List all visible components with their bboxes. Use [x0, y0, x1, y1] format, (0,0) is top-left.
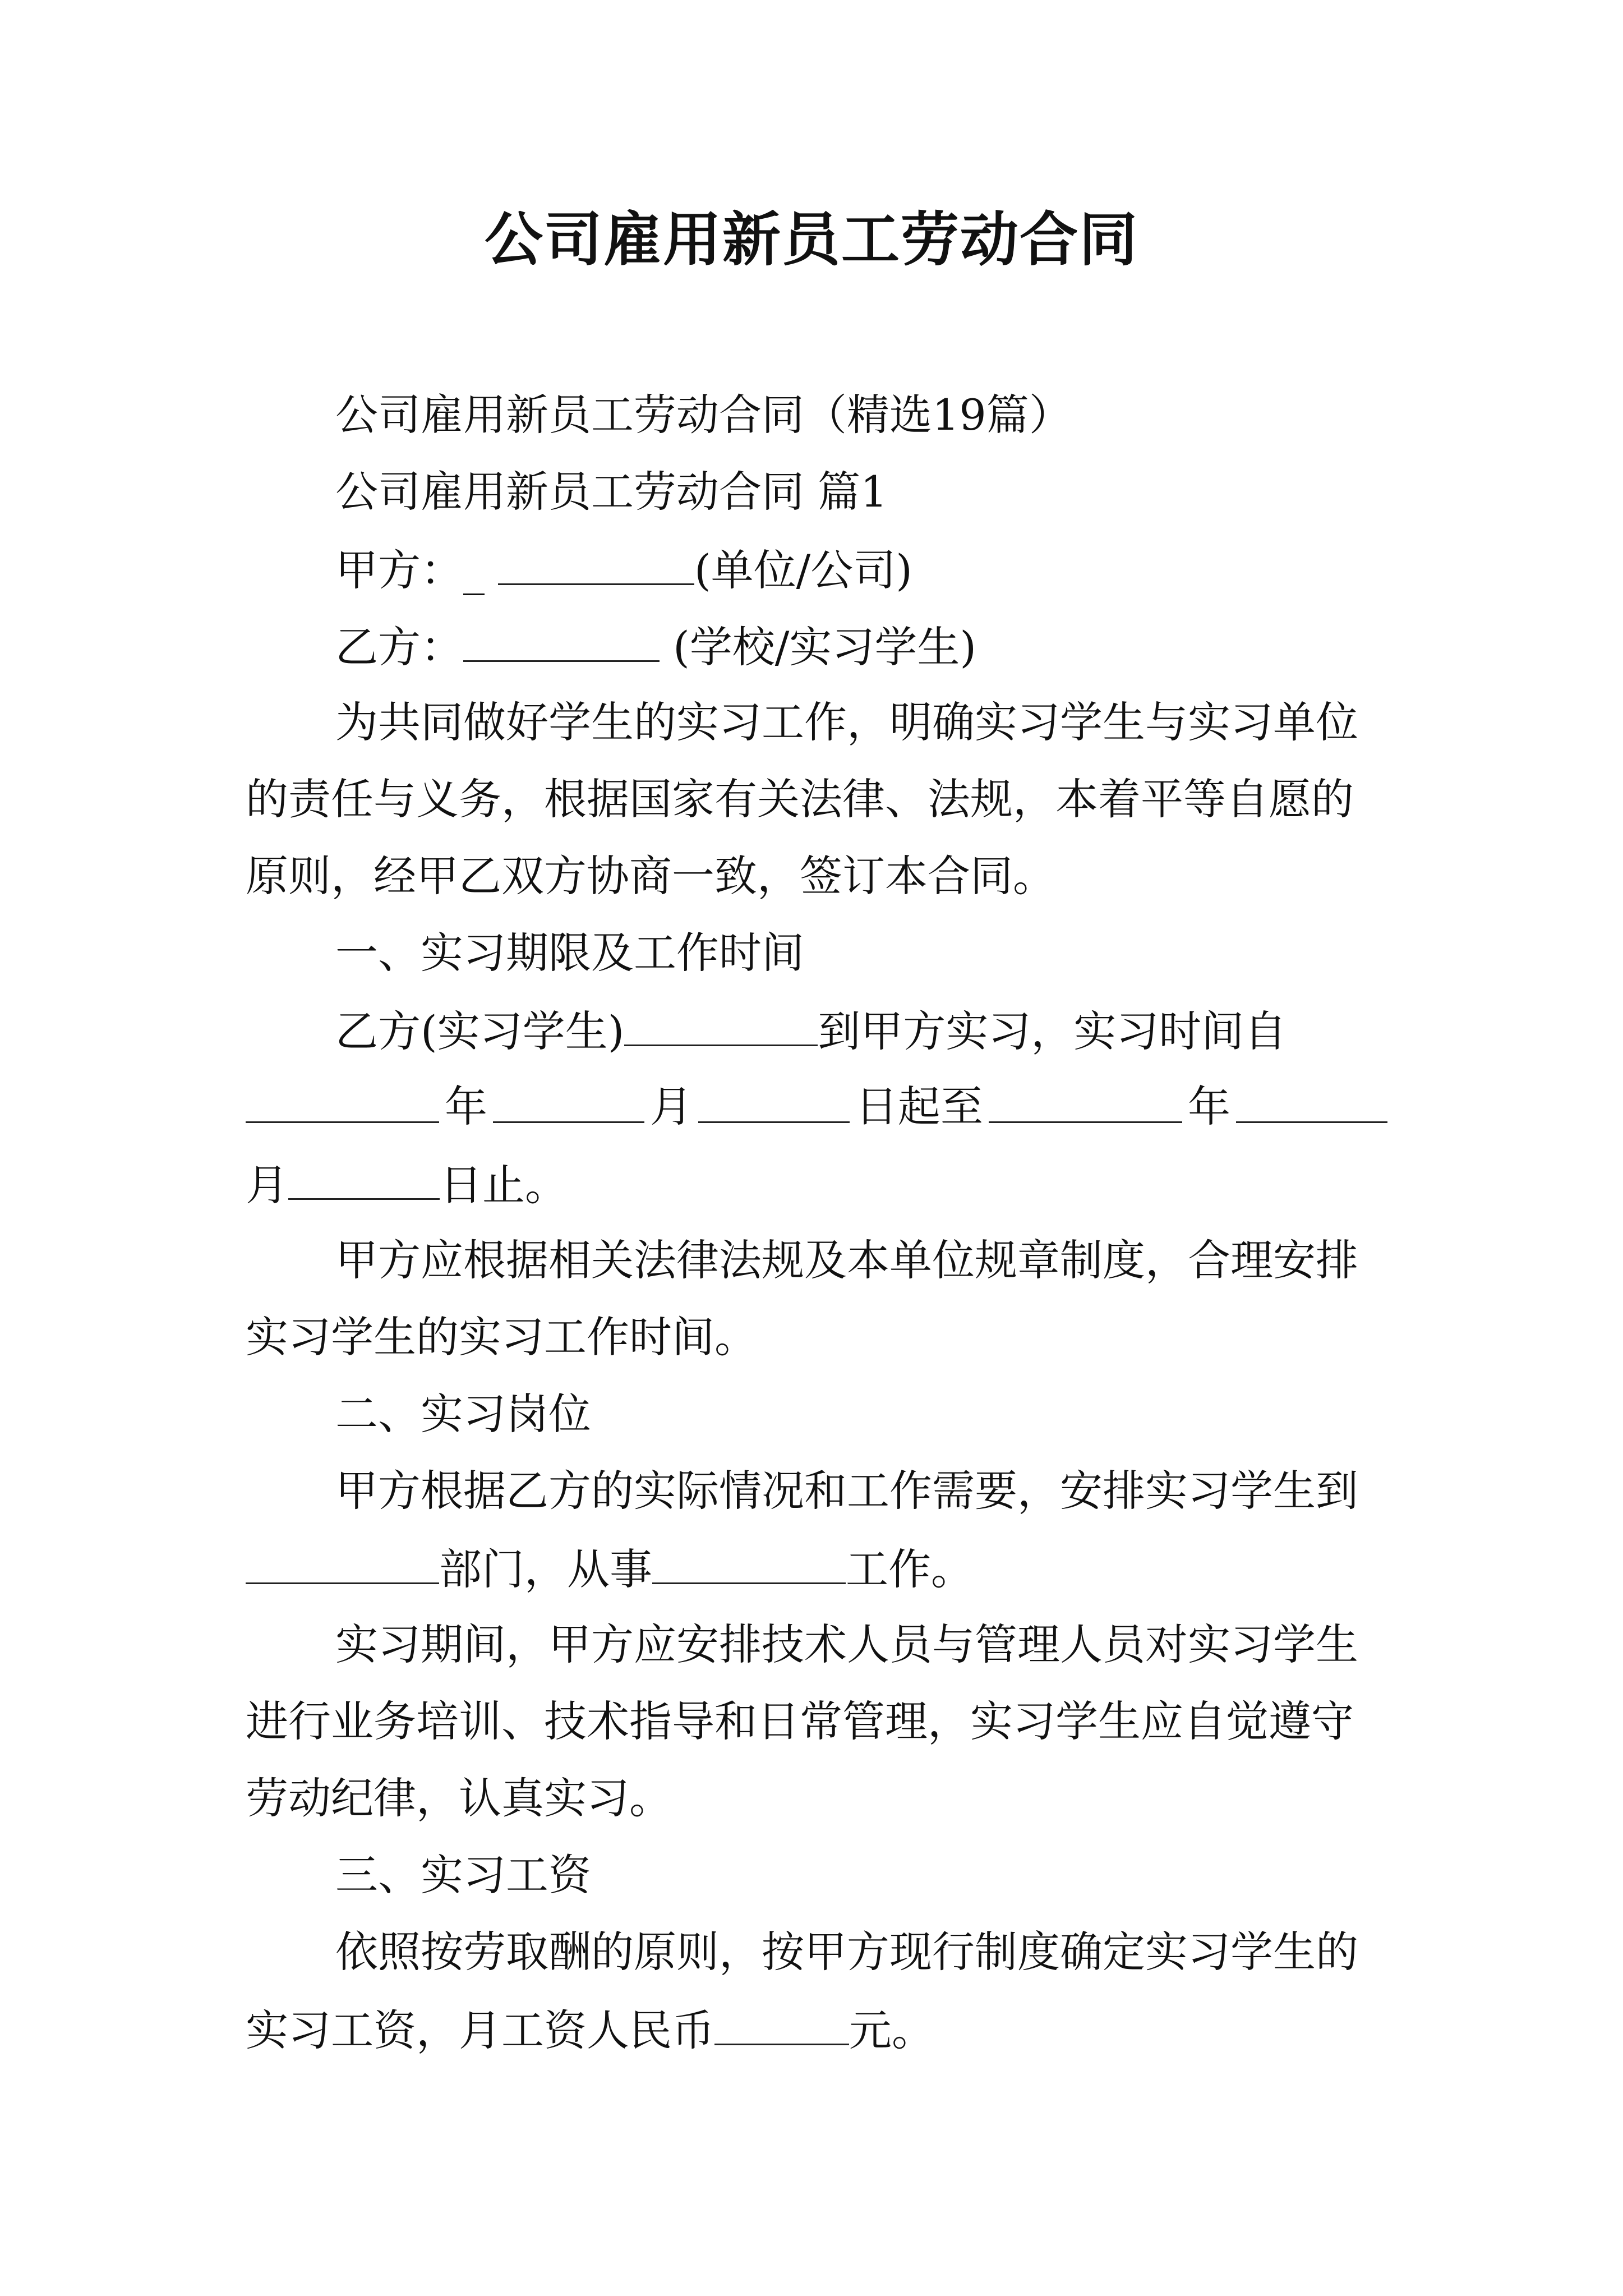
- section-2-p2-line-3: 劳动纪律，认真实习。: [246, 1773, 672, 1823]
- section-1-date-line: [246, 1079, 1387, 1135]
- section-1-date-end-line: [246, 1156, 568, 1213]
- section-1-intern-label: 乙方(实习学生): [335, 1006, 625, 1056]
- section-1-p2-line-1: 甲方应根据相关法律法规及本单位规章制度，合理安排: [335, 1235, 1358, 1285]
- party-b-blank: [463, 618, 660, 662]
- section-1-line-1: [335, 1002, 1287, 1060]
- start-day-label: 日起至: [855, 1082, 983, 1131]
- department-blank: [246, 1540, 439, 1584]
- start-year-blank: [246, 1079, 439, 1123]
- end-day-label: 日止。: [440, 1160, 568, 1210]
- section-1-p2-line-2: 实习学生的实习工作时间。: [246, 1312, 757, 1362]
- document-subtitle: 公司雇用新员工劳动合同（精选19篇）: [335, 390, 1072, 440]
- end-year-label: 年: [1188, 1082, 1230, 1131]
- section-3-p1-line-2: [246, 2001, 934, 2059]
- section-2-heading: 二、实习岗位: [335, 1389, 591, 1439]
- party-b-line: [335, 618, 976, 675]
- section-3-heading: 三、实习工资: [335, 1850, 591, 1900]
- party-a-blank: [498, 541, 694, 585]
- end-year-blank: [989, 1079, 1182, 1123]
- section-2-p2-line-2: 进行业务培训、技术指导和日常管理，实习学生应自觉遵守: [246, 1696, 1354, 1746]
- section-2-p2-line-1: 实习期间，甲方应安排技术人员与管理人员对实习学生: [335, 1619, 1358, 1669]
- start-day-blank: [698, 1079, 850, 1123]
- section-1-intern-blank: [624, 1002, 818, 1046]
- end-day-blank: [288, 1156, 440, 1200]
- work-label: 工作。: [846, 1544, 974, 1594]
- intro-line-1: 为共同做好学生的实习工作，明确实习学生与实习单位: [335, 697, 1358, 747]
- document-title: 公司雇用新员工劳动合同: [484, 205, 1138, 274]
- party-b-label: 乙方：: [335, 622, 463, 672]
- section-1-heading: 一、实习期限及工作时间: [335, 928, 804, 978]
- section-1-intern-text: 到甲方实习，实习时间自: [818, 1006, 1287, 1056]
- start-year-label: 年: [445, 1082, 487, 1131]
- work-blank: [652, 1540, 846, 1584]
- start-month-label: 月: [650, 1082, 693, 1131]
- party-a-label: 甲方：_: [335, 545, 485, 595]
- section-2-p1-line-2: [246, 1540, 974, 1598]
- start-month-blank: [493, 1079, 644, 1123]
- party-b-suffix: (学校/实习学生): [660, 622, 977, 672]
- party-a-line: [335, 541, 912, 599]
- intro-line-3: 原则，经甲乙双方协商一致，签订本合同。: [246, 851, 1055, 901]
- end-month-blank-start: [1236, 1079, 1387, 1123]
- end-month-label: 月: [246, 1160, 288, 1210]
- party-a-suffix: (单位/公司): [694, 545, 912, 595]
- section-2-p1-line-1: 甲方根据乙方的实际情况和工作需要，安排实习学生到: [335, 1466, 1358, 1516]
- intro-line-2: 的责任与义务，根据国家有关法律、法规，本着平等自愿的: [246, 774, 1354, 824]
- chapter-heading: 公司雇用新员工劳动合同 篇1: [335, 467, 888, 517]
- salary-blank: [714, 2001, 849, 2045]
- salary-label: 实习工资，月工资人民币: [246, 2005, 714, 2055]
- salary-unit: 元。: [849, 2005, 934, 2055]
- section-3-p1-line-1: 依照按劳取酬的原则，按甲方现行制度确定实习学生的: [335, 1927, 1358, 1977]
- department-label: 部门，从事: [439, 1544, 652, 1594]
